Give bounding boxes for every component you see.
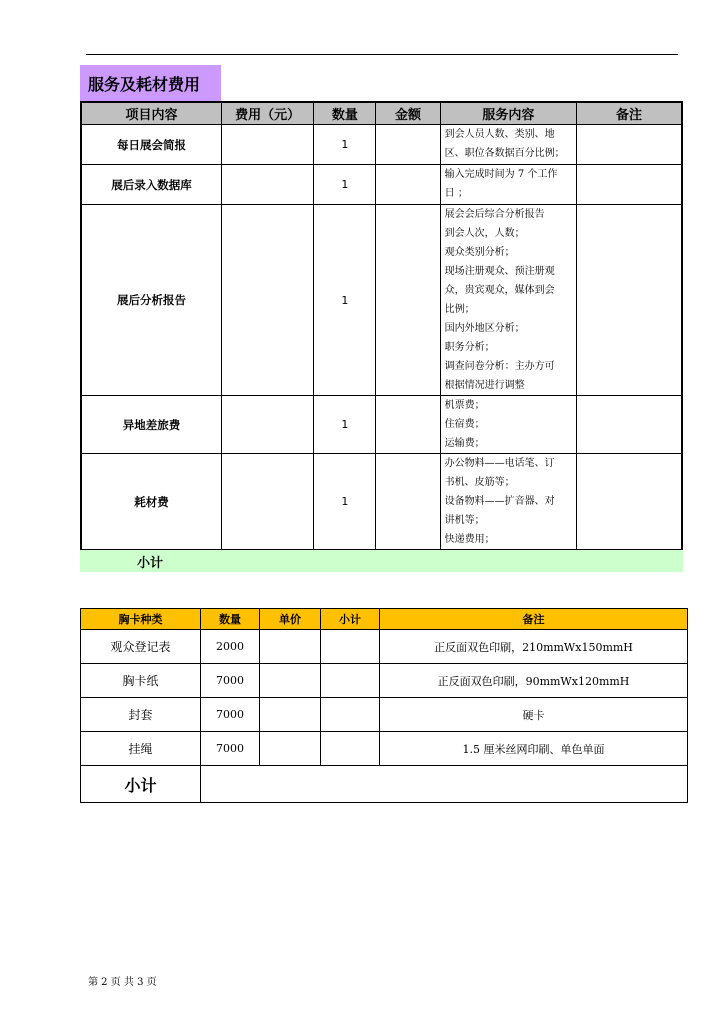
qty-cell: 1 xyxy=(314,396,376,454)
item-cell: 异地差旅费 xyxy=(81,396,221,454)
fee-cell xyxy=(221,205,313,396)
desc-line: 到会人次，人数； xyxy=(444,228,525,239)
page-footer: 第 2 页 共 3 页 xyxy=(88,977,157,988)
service-fee-table xyxy=(80,101,683,551)
note-cell: 正反面双色印刷，210mmWx150mmH xyxy=(380,630,688,664)
amount-cell xyxy=(376,205,440,396)
desc-line: 区、职位各数据百分比例； xyxy=(444,148,565,159)
desc-line: 日 ； xyxy=(444,188,468,199)
service-subtotal-row xyxy=(80,550,683,572)
unit-price-cell xyxy=(260,630,321,664)
amount-cell xyxy=(376,396,440,454)
badge-table-header xyxy=(81,609,688,630)
item-cell: 展后录入数据库 xyxy=(81,165,221,205)
section-title: 服务及耗材费用 xyxy=(80,65,221,101)
desc-line: 调查问卷分析：主办方可 xyxy=(444,361,555,372)
unit-price-cell xyxy=(260,698,321,732)
amount-cell xyxy=(376,125,440,165)
table-row xyxy=(81,664,688,698)
service-content-cell xyxy=(440,205,576,396)
table-row xyxy=(81,732,688,766)
desc-line: 比例； xyxy=(444,304,475,315)
desc-line: 到会人员人数、类别、地 xyxy=(444,129,555,140)
fee-cell xyxy=(221,125,313,165)
badge-type-cell: 胸卡纸 xyxy=(81,664,201,698)
desc-line: 现场注册观众、预注册观 xyxy=(444,266,555,277)
header-note: 备注 xyxy=(380,609,688,630)
fee-cell xyxy=(221,165,313,205)
desc-line: 住宿费； xyxy=(444,419,485,430)
desc-line: 讲机等； xyxy=(444,515,485,526)
qty-cell: 1 xyxy=(314,165,376,205)
table-row xyxy=(81,698,688,732)
table-row xyxy=(81,630,688,664)
desc-line: 展会会后综合分析报告 xyxy=(444,209,545,220)
fee-cell xyxy=(221,396,313,454)
subtotal-cell xyxy=(321,732,380,766)
subtotal-cell xyxy=(321,664,380,698)
desc-line: 机票费； xyxy=(444,400,485,411)
header-unit-price: 单价 xyxy=(260,609,321,630)
qty-cell: 1 xyxy=(314,454,376,551)
service-table-header xyxy=(81,102,682,125)
note-cell: 1.5 厘米丝网印刷、单色单面 xyxy=(380,732,688,766)
header-rule xyxy=(86,54,678,55)
qty-cell: 1 xyxy=(314,125,376,165)
header-amount: 金额 xyxy=(376,102,440,125)
subtotal-cell xyxy=(321,630,380,664)
service-content-cell xyxy=(440,125,576,165)
badge-type-cell: 挂绳 xyxy=(81,732,201,766)
qty-cell: 7000 xyxy=(201,698,260,732)
desc-line: 设备物料——扩音器、对 xyxy=(444,496,555,507)
desc-line: 职务分析； xyxy=(444,342,495,353)
qty-cell: 7000 xyxy=(201,664,260,698)
desc-line: 根据情况进行调整 xyxy=(444,380,525,391)
desc-line: 输入完成时间为 7 个工作 xyxy=(444,169,558,180)
note-cell: 硬卡 xyxy=(380,698,688,732)
badge-subtotal-label: 小计 xyxy=(81,766,201,803)
header-qty: 数量 xyxy=(201,609,260,630)
badge-subtotal-row xyxy=(81,766,688,803)
qty-cell: 7000 xyxy=(201,732,260,766)
badge-subtotal-value xyxy=(201,766,688,803)
unit-price-cell xyxy=(260,664,321,698)
note-cell xyxy=(577,454,682,551)
header-item: 项目内容 xyxy=(81,102,221,125)
desc-line: 观众类别分析； xyxy=(444,247,515,258)
header-badge-type: 胸卡种类 xyxy=(81,609,201,630)
fee-cell xyxy=(221,454,313,551)
table-row xyxy=(81,396,682,454)
desc-line: 运输费； xyxy=(444,438,485,449)
desc-line: 国内外地区分析； xyxy=(444,323,525,334)
note-cell xyxy=(577,205,682,396)
qty-cell: 2000 xyxy=(201,630,260,664)
desc-line: 书机、皮筋等； xyxy=(444,477,515,488)
header-service-content: 服务内容 xyxy=(440,102,576,125)
service-content-cell xyxy=(440,454,576,551)
table-row xyxy=(81,205,682,396)
item-cell: 耗材费 xyxy=(81,454,221,551)
amount-cell xyxy=(376,454,440,551)
note-cell xyxy=(577,396,682,454)
badge-type-cell: 观众登记表 xyxy=(81,630,201,664)
badge-type-cell: 封套 xyxy=(81,698,201,732)
qty-cell: 1 xyxy=(314,205,376,396)
header-fee: 费用（元） xyxy=(221,102,313,125)
note-cell xyxy=(577,125,682,165)
table-row xyxy=(81,125,682,165)
desc-line: 办公物料——电话笔、订 xyxy=(444,458,555,469)
item-cell: 每日展会简报 xyxy=(81,125,221,165)
service-content-cell xyxy=(440,396,576,454)
note-cell xyxy=(577,165,682,205)
item-cell: 展后分析报告 xyxy=(81,205,221,396)
badge-cost-table xyxy=(80,608,688,803)
table-row xyxy=(81,165,682,205)
desc-line: 快递费用； xyxy=(444,534,495,545)
subtotal-cell xyxy=(321,698,380,732)
header-qty: 数量 xyxy=(314,102,376,125)
desc-line: 众，贵宾观众，媒体到会 xyxy=(444,285,555,296)
note-cell: 正反面双色印刷，90mmWx120mmH xyxy=(380,664,688,698)
header-subtotal: 小计 xyxy=(321,609,380,630)
service-content-cell xyxy=(440,165,576,205)
unit-price-cell xyxy=(260,732,321,766)
table-row xyxy=(81,454,682,551)
header-note: 备注 xyxy=(577,102,682,125)
amount-cell xyxy=(376,165,440,205)
service-subtotal-label: 小计 xyxy=(137,555,164,571)
